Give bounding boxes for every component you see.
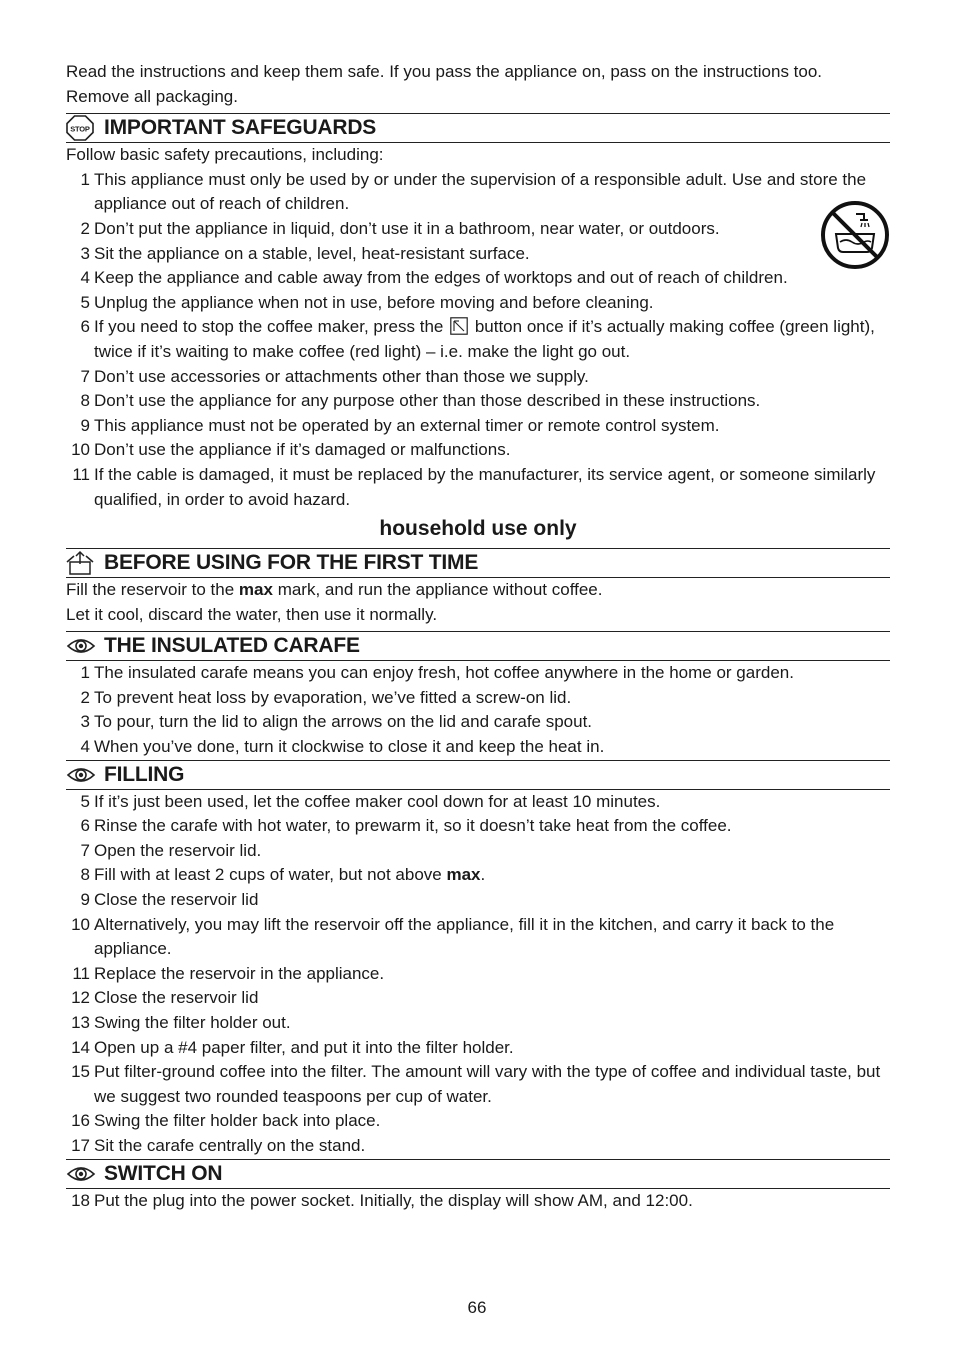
list-item: 12 Close the reservoir lid: [71, 988, 259, 1008]
no-water-bath-icon: [820, 200, 890, 270]
list-item: 1 This appliance must only be used by or under the supervision of a responsible adult. Use and store the appliance out of reach of children.: [80, 169, 867, 214]
list-item: 14 Open up a #4 paper filter, and put it into the filter holder.: [71, 1037, 514, 1057]
list-item: 17 Sit the carafe centrally on the stand.: [71, 1135, 366, 1155]
list-item: 11 If the cable is damaged, it must be replaced by the manufacturer, its service agent, or someone similarly qualified, in order to avoid hazard.: [72, 464, 876, 509]
list-item: 6 If you need to stop the coffee maker, press the button once if it’s actually making coffee (green light), twice if it’s waiting to make coffee (red light) – i.e. make the light go out.: [80, 317, 875, 361]
list-item: 5 Unplug the appliance when not in use, before moving and before cleaning.: [80, 292, 654, 312]
list-item: 7 Open the reservoir lid.: [80, 840, 262, 860]
list-item: 5 If it’s just been used, let the coffee maker cool down for at least 10 minutes.: [80, 791, 661, 811]
switch-on-heading: [66, 1159, 890, 1189]
switch-on-list: [66, 1189, 890, 1214]
stop-icon: [66, 115, 96, 141]
list-item: 1 The insulated carafe means you can enjoy fresh, hot coffee anywhere in the home or garden.: [80, 663, 794, 683]
carafe-heading: [66, 631, 890, 661]
eye-icon: [66, 633, 96, 659]
svg-text:STOP: STOP: [70, 124, 90, 134]
first-time-title: BEFORE USING FOR THE FIRST TIME: [104, 551, 479, 575]
safeguards-list: [66, 168, 890, 512]
eye-icon: [66, 1161, 96, 1187]
carafe-title: THE INSULATED CARAFE: [104, 634, 360, 658]
list-item: 3 To pour, turn the lid to align the arrows on the lid and carafe spout.: [80, 712, 593, 732]
filling-title: FILLING: [104, 762, 185, 786]
list-item: 2 Don’t put the appliance in liquid, don’t use it in a bathroom, near water, or outdoors.: [80, 218, 720, 238]
filling-heading: [66, 760, 890, 790]
household-use-note: household use only: [379, 517, 577, 541]
list-item: 6 Rinse the carafe with hot water, to prewarm it, so it doesn’t take heat from the coffee.: [80, 816, 732, 836]
filling-list: [66, 790, 890, 1159]
list-item: 18 Put the plug into the power socket. Initially, the display will show AM, and 12:00.: [71, 1190, 693, 1210]
document-page: [66, 60, 890, 1213]
unpack-box-icon: [66, 550, 96, 576]
switch-on-title: SWITCH ON: [104, 1161, 223, 1185]
intro-text: Read the instructions and keep them safe. If you pass the appliance on, pass on the instructions too. Remove all packaging.: [66, 62, 823, 106]
list-item: 10 Alternatively, you may lift the reservoir off the appliance, fill it in the kitchen, and carry it back to the appliance.: [71, 914, 835, 959]
list-item: 11 Replace the reservoir in the appliance.: [72, 963, 385, 983]
list-item: 7 Don’t use accessories or attachments other than those we supply.: [80, 366, 589, 386]
eye-icon: [66, 762, 96, 788]
stop-brew-button-icon: [450, 317, 468, 335]
first-time-line-2: Let it cool, discard the water, then use it normally.: [66, 604, 438, 624]
list-item: 4 Keep the appliance and cable away from the edges of worktops and out of reach of children.: [80, 268, 788, 288]
list-item: 15 Put filter-ground coffee into the filter. The amount will vary with the type of coffee and individual taste, but we suggest two rounded teaspoons per cup of water.: [71, 1062, 881, 1106]
safeguards-heading: [66, 113, 890, 143]
first-time-line-1: Fill the reservoir to the max mark, and run the appliance without coffee.: [66, 580, 603, 600]
list-item: 16 Swing the filter holder back into place.: [71, 1111, 381, 1131]
list-item: 9 Close the reservoir lid: [80, 890, 259, 910]
list-item: 4 When you’ve done, turn it clockwise to close it and keep the heat in.: [80, 737, 605, 757]
list-item: 8 Fill with at least 2 cups of water, but not above max.: [80, 865, 486, 885]
list-item: 13 Swing the filter holder out.: [71, 1013, 291, 1032]
list-item: 2 To prevent heat loss by evaporation, we’ve fitted a screw-on lid.: [80, 687, 572, 707]
safeguards-title: IMPORTANT SAFEGUARDS: [104, 116, 377, 140]
list-item: 3 Sit the appliance on a stable, level, heat-resistant surface.: [80, 243, 530, 263]
list-item: 10 Don’t use the appliance if it’s damaged or malfunctions.: [71, 440, 511, 460]
carafe-list: [66, 661, 890, 759]
page-number: 66: [467, 1298, 487, 1317]
list-item: 8 Don’t use the appliance for any purpose other than those described in these instructions.: [80, 391, 761, 411]
list-item: 9 This appliance must not be operated by an external timer or remote control system.: [80, 415, 720, 435]
safeguards-lead: Follow basic safety precautions, including:: [66, 145, 384, 165]
first-time-heading: [66, 548, 890, 578]
